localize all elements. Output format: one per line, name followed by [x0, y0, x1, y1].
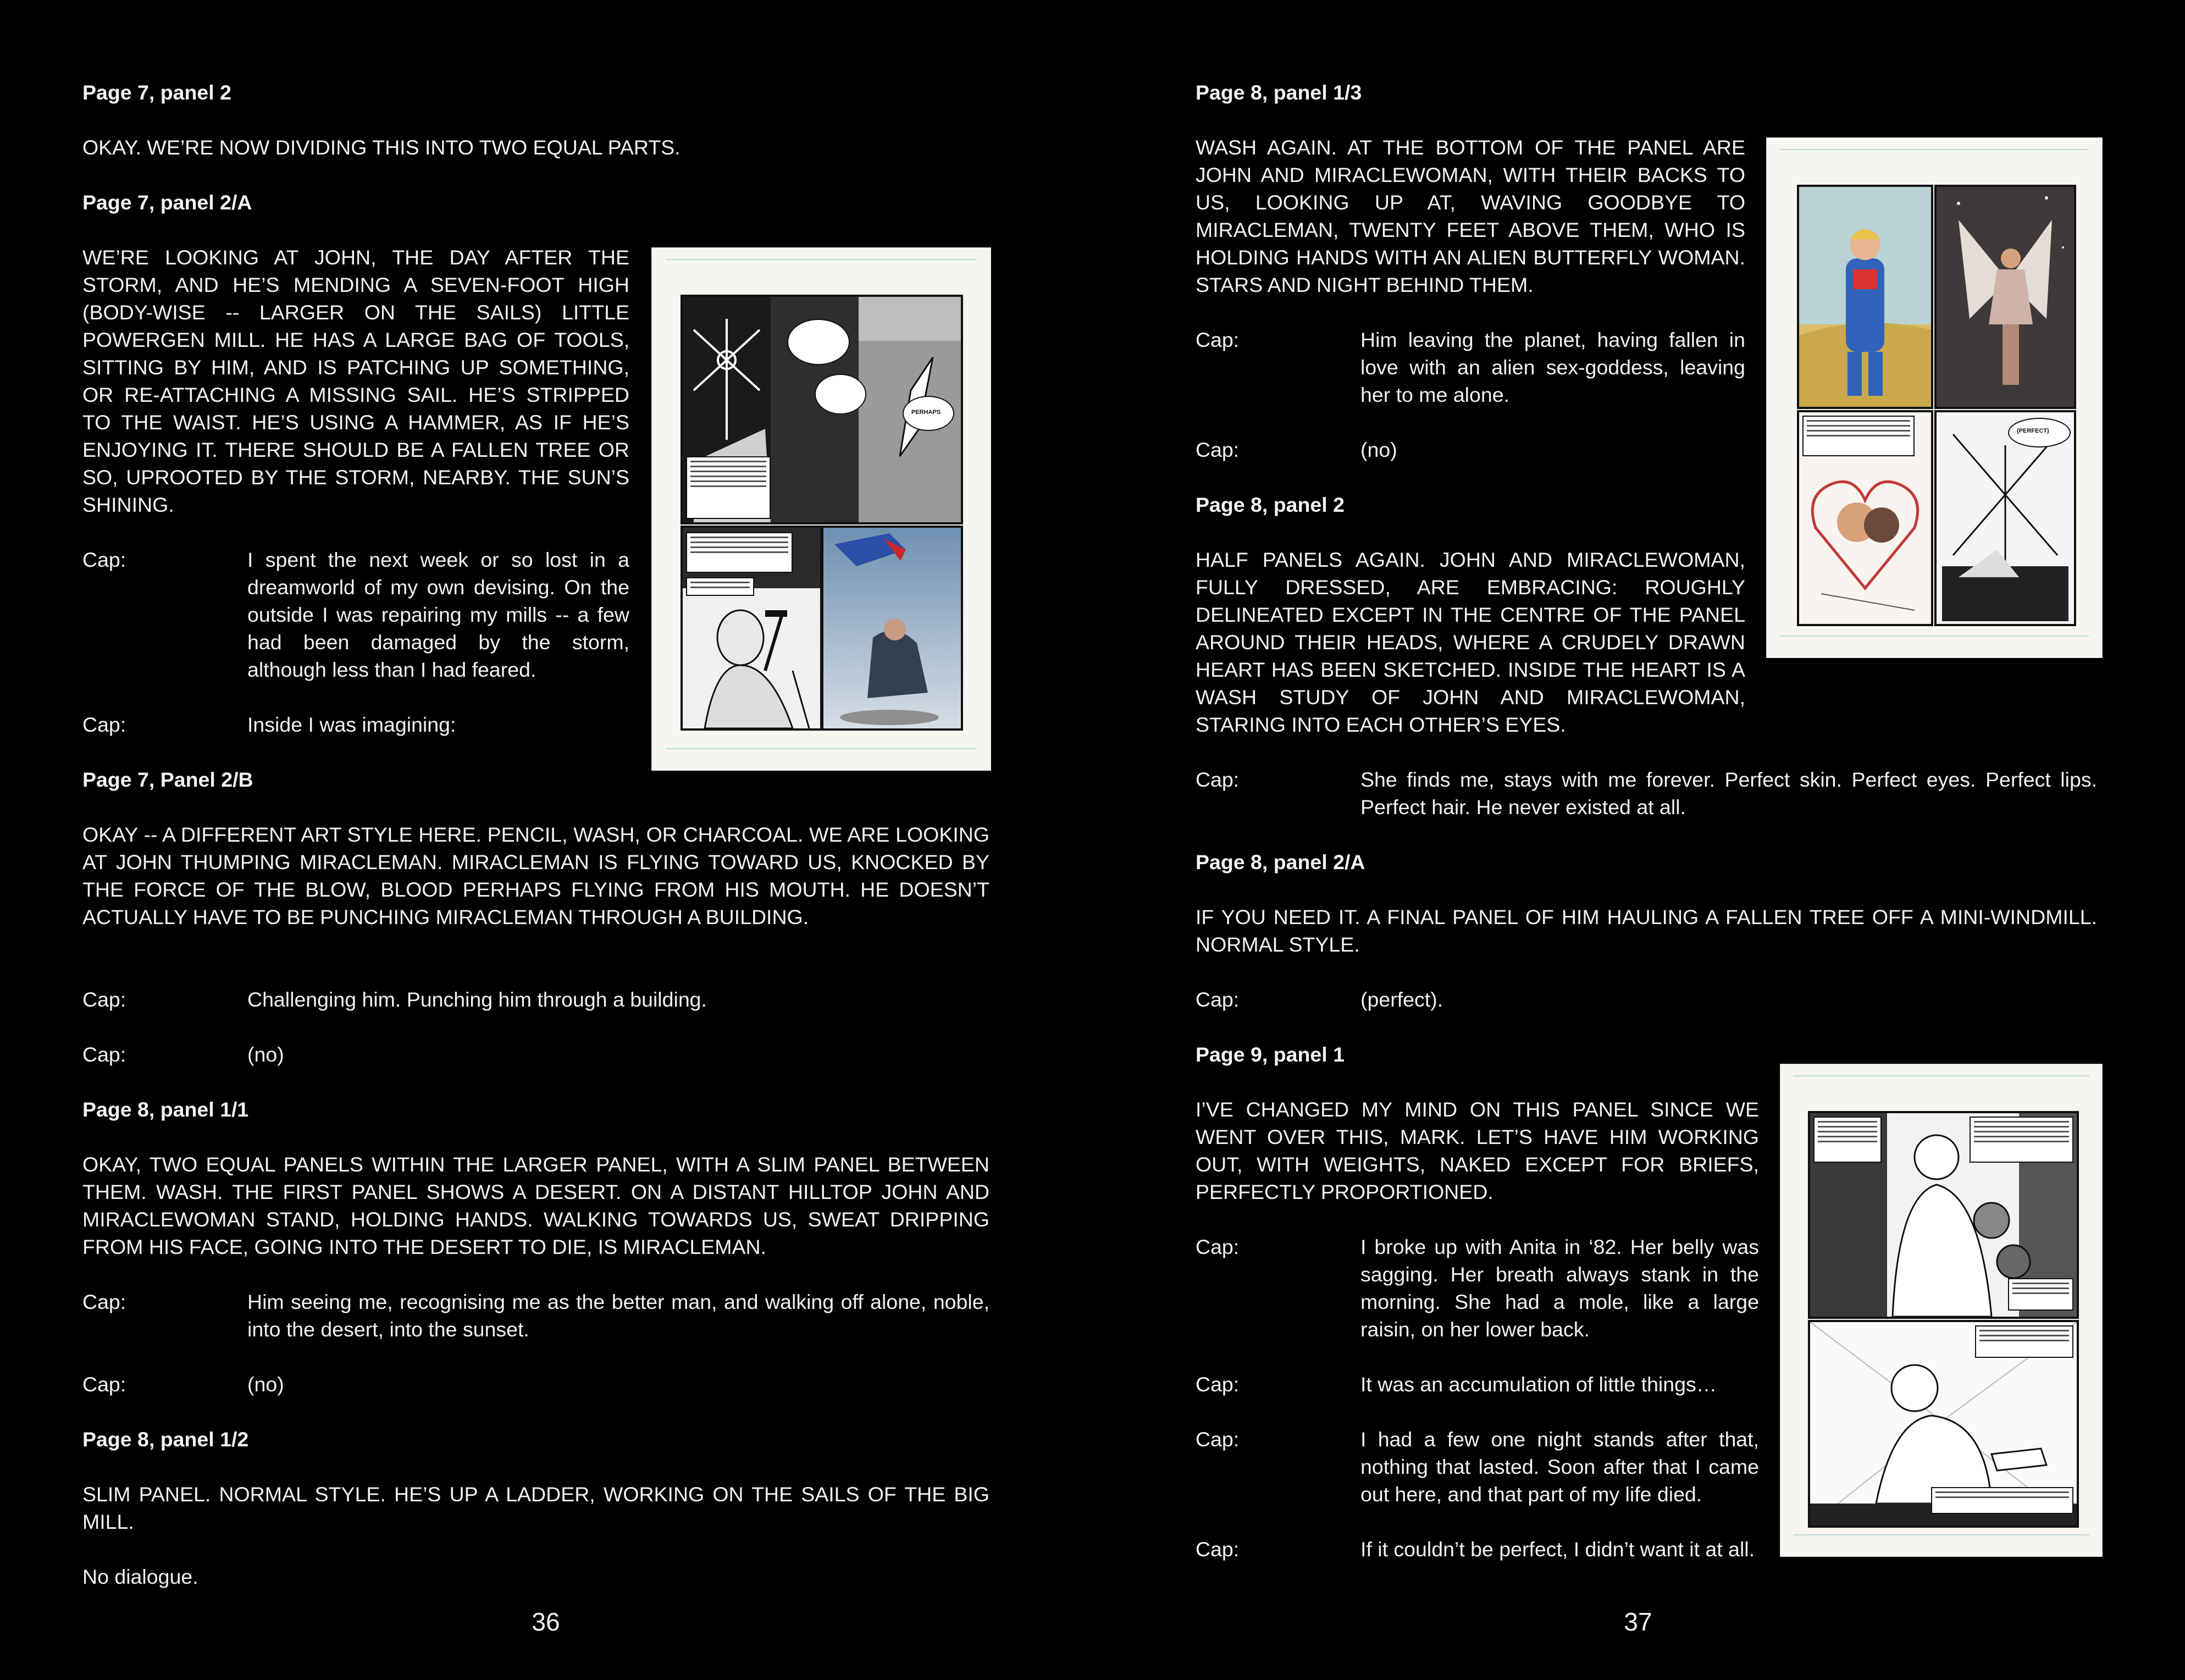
- body-paragraph: IF YOU NEED IT. A FINAL PANEL OF HIM HAULING A FALLEN TREE OFF A MINI-WINDMILL. NORMAL STYLE.: [1196, 905, 2097, 956]
- caption-row: [1196, 326, 1745, 408]
- caption-row: [82, 986, 989, 1013]
- caption-box: [1931, 1487, 2073, 1514]
- caption-row: [82, 1041, 989, 1068]
- left-page: [0, 0, 1092, 1680]
- caption-label: Cap:: [1196, 1373, 1240, 1396]
- caption-row: [1196, 1233, 1759, 1343]
- caption-row: [1196, 986, 2097, 1013]
- caption-label: Cap:: [1196, 328, 1240, 351]
- caption-label: Cap:: [1196, 988, 1240, 1011]
- desert-wash-illustration: [1799, 187, 1931, 407]
- body-paragraph: No dialogue.: [82, 1565, 198, 1588]
- art-windmill-panel: [1934, 410, 2076, 626]
- caption-label: Cap:: [82, 548, 126, 571]
- caption-text: I had a few one night stands after that, nothing that lasted. Soon after that I came out here, and that part of my life died.: [1360, 1428, 1759, 1506]
- caption-text: (no): [247, 1043, 284, 1066]
- caption-label: Cap:: [82, 988, 126, 1011]
- caption-label: Cap:: [82, 1290, 126, 1313]
- speech-balloon: [2008, 418, 2071, 447]
- comic-art-page-7: [651, 247, 991, 771]
- section-heading: Page 7, panel 2: [82, 81, 231, 104]
- balloon-text: PERHAPS: [911, 409, 941, 416]
- caption-box: [1813, 1117, 1882, 1163]
- caption-row: [82, 711, 629, 738]
- caption-box: [686, 532, 793, 573]
- caption-row: [1196, 1425, 1759, 1508]
- caption-label: Cap:: [1196, 438, 1240, 461]
- speech-balloon: [903, 396, 954, 431]
- caption-label: Cap:: [1196, 1428, 1240, 1451]
- art-desert-panel: [1797, 185, 1933, 409]
- caption-text: (perfect).: [1360, 988, 1443, 1011]
- caption-text: Inside I was imagining:: [247, 713, 456, 736]
- caption-box: [1975, 1325, 2073, 1358]
- caption-box: [686, 577, 754, 596]
- body-paragraph: OKAY -- A DIFFERENT ART STYLE HERE. PENCIL, WASH, OR CHARCOAL. WE ARE LOOKING AT JOHN THUMPING MIRACLEMAN. MIRACLEMAN IS FLYING TOWARD US, KNOCKED BY THE FORCE OF THE BLOW, BLOOD PERHAPS FLYING FROM HIS MOUTH. HE DOESN’T ACTUALLY HAVE TO BE PUNCHING MIRACLEMAN THROUGH A BUILDING.: [82, 823, 989, 929]
- caption-text: Him seeing me, recognising me as the better man, and walking off alone, noble, into the desert, into the sunset.: [247, 1290, 989, 1341]
- body-paragraph: OKAY. WE’RE NOW DIVIDING THIS INTO TWO EQUAL PARTS.: [82, 136, 681, 159]
- speech-balloon: [787, 319, 850, 365]
- art-night-panel: [1934, 185, 2076, 409]
- caption-row: [1196, 1535, 1759, 1590]
- body-paragraph: SLIM PANEL. NORMAL STYLE. HE’S UP A LADDER, WORKING ON THE SAILS OF THE BIG MILL.: [82, 1483, 989, 1533]
- caption-box: [1970, 1117, 2073, 1163]
- right-page: [1093, 0, 2185, 1680]
- section-heading: Page 7, panel 2/A: [82, 191, 252, 214]
- caption-box: [2008, 1278, 2073, 1311]
- caption-label: Cap:: [82, 1373, 126, 1396]
- page-number: 36: [532, 1607, 560, 1636]
- caption-text: Him leaving the planet, having fallen in love with an alien sex-goddess, leaving her to me alone.: [1360, 328, 1745, 406]
- caption-text: (no): [247, 1373, 284, 1396]
- comic-art-page-9: [1780, 1064, 2103, 1557]
- caption-text: She finds me, stays with me forever. Perfect skin. Perfect eyes. Perfect lips. Perfect hair. He never existed at all.: [1360, 768, 2097, 819]
- body-paragraph: I’VE CHANGED MY MIND ON THIS PANEL SINCE WE WENT OVER THIS, MARK. LET’S HAVE HIM WORKING OUT, WITH WEIGHTS, NAKED EXCEPT FOR BRIEFS, PERFECTLY PROPORTIONED.: [1196, 1098, 1759, 1203]
- section-heading: Page 8, panel 1/2: [82, 1428, 249, 1451]
- caption-label: Cap:: [1196, 1235, 1240, 1258]
- caption-label: Cap:: [82, 1043, 126, 1066]
- art-bottom-right-panel: [821, 526, 963, 731]
- comic-art-page-8: [1766, 137, 2103, 658]
- section-heading: Page 9, panel 1: [1196, 1043, 1345, 1066]
- section-heading: Page 8, panel 2: [1196, 493, 1345, 516]
- caption-text: It was an accumulation of little things…: [1360, 1373, 1717, 1396]
- art-top-panel: [681, 295, 963, 524]
- caption-row: [1196, 766, 2097, 821]
- caption-label: Cap:: [1196, 768, 1240, 791]
- body-paragraph: WASH AGAIN. AT THE BOTTOM OF THE PANEL ARE JOHN AND MIRACLEWOMAN, WITH THEIR BACKS TO US, LOOKING UP AT, WAVING GOODBYE TO MIRACLEMAN, TWENTY FEET ABOVE THEM, WHO IS HOLDING HANDS WITH AN ALIEN BUTTERFLY WOMAN. STARS AND NIGHT BEHIND THEM.: [1196, 136, 1745, 296]
- body-paragraph: HALF PANELS AGAIN. JOHN AND MIRACLEWOMAN, FULLY DRESSED, ARE EMBRACING: ROUGHLY DELINEATED EXCEPT IN THE CENTRE OF THE PANEL AROUND THEIR HEADS, WHERE A CRUDELY DRAWN HEART HAS BEEN SKETCHED. INSIDE THE HEART IS A WASH STUDY OF JOHN AND MIRACLEWOMAN, STARING INTO EACH OTHER’S EYES.: [1196, 548, 1745, 736]
- section-heading: Page 7, Panel 2/B: [82, 768, 253, 791]
- art-bottom-left-panel: [681, 526, 822, 731]
- page-number: 37: [1624, 1607, 1652, 1636]
- body-paragraph: WE’RE LOOKING AT JOHN, THE DAY AFTER THE STORM, AND HE’S MENDING A SEVEN-FOOT HIGH (BODY-WISE -- LARGER ON THE SAILS) LITTLE POWERGEN MILL. HE HAS A LARGE BAG OF TOOLS, SITTING BY HIM, AND IS PATCHING UP SOMETHING, OR RE-ATTACHING A MISSING SAIL. HE’S STRIPPED TO THE WAIST. HE’S USING A HAMMER, AS IF HE’S ENJOYING IT. THERE SHOULD BE A FALLEN TREE OR SO, UPROOTED BY THE STORM, NEARBY. THE SUN’S SHINING.: [82, 246, 629, 516]
- caption-text: If it couldn’t be perfect, I didn’t want it at all.: [1360, 1538, 1755, 1561]
- punch-wash-illustration: [823, 528, 961, 728]
- art-heart-panel: [1797, 410, 1933, 626]
- caption-row: [82, 1370, 989, 1398]
- caption-text: (no): [1360, 438, 1397, 461]
- caption-text: I broke up with Anita in ‘82. Her belly was sagging. Her breath always stank in the morning. She had a mole, like a large raisin, on her lower back.: [1360, 1235, 1759, 1341]
- caption-label: Cap:: [82, 713, 126, 736]
- section-heading: Page 8, panel 2/A: [1196, 850, 1365, 874]
- caption-box: [686, 456, 771, 519]
- caption-row: [82, 546, 629, 683]
- caption-row: [1196, 1370, 1759, 1398]
- body-paragraph: OKAY, TWO EQUAL PANELS WITHIN THE LARGER PANEL, WITH A SLIM PANEL BETWEEN THEM. WASH. THE FIRST PANEL SHOWS A DESERT. ON A DISTANT HILLTOP JOHN AND MIRACLEWOMAN STAND, HOLDING HANDS. WALKING TOWARDS US, SWEAT DRIPPING FROM HIS FACE, GOING INTO THE DESERT TO DIE, IS MIRACLEMAN.: [82, 1153, 989, 1258]
- speech-balloon: [815, 374, 866, 415]
- caption-text: I spent the next week or so lost in a dreamworld of my own devising. On the outside I was repairing my mills -- a few had been damaged by the storm, although less than I had feared.: [247, 548, 629, 681]
- caption-box: [1802, 416, 1915, 456]
- art-weights-panel: [1808, 1111, 2079, 1319]
- butterfly-wash-illustration: [1937, 187, 2074, 407]
- section-heading: Page 8, panel 1/3: [1196, 81, 1362, 104]
- art-figure-panel: [1808, 1320, 2079, 1528]
- caption-row: [82, 1288, 989, 1343]
- caption-label: Cap:: [1196, 1538, 1240, 1561]
- section-heading: Page 8, panel 1/1: [82, 1098, 249, 1121]
- caption-text: Challenging him. Punching him through a building.: [247, 988, 707, 1011]
- caption-row: [1196, 436, 1745, 463]
- balloon-text: (PERFECT): [2017, 428, 2049, 434]
